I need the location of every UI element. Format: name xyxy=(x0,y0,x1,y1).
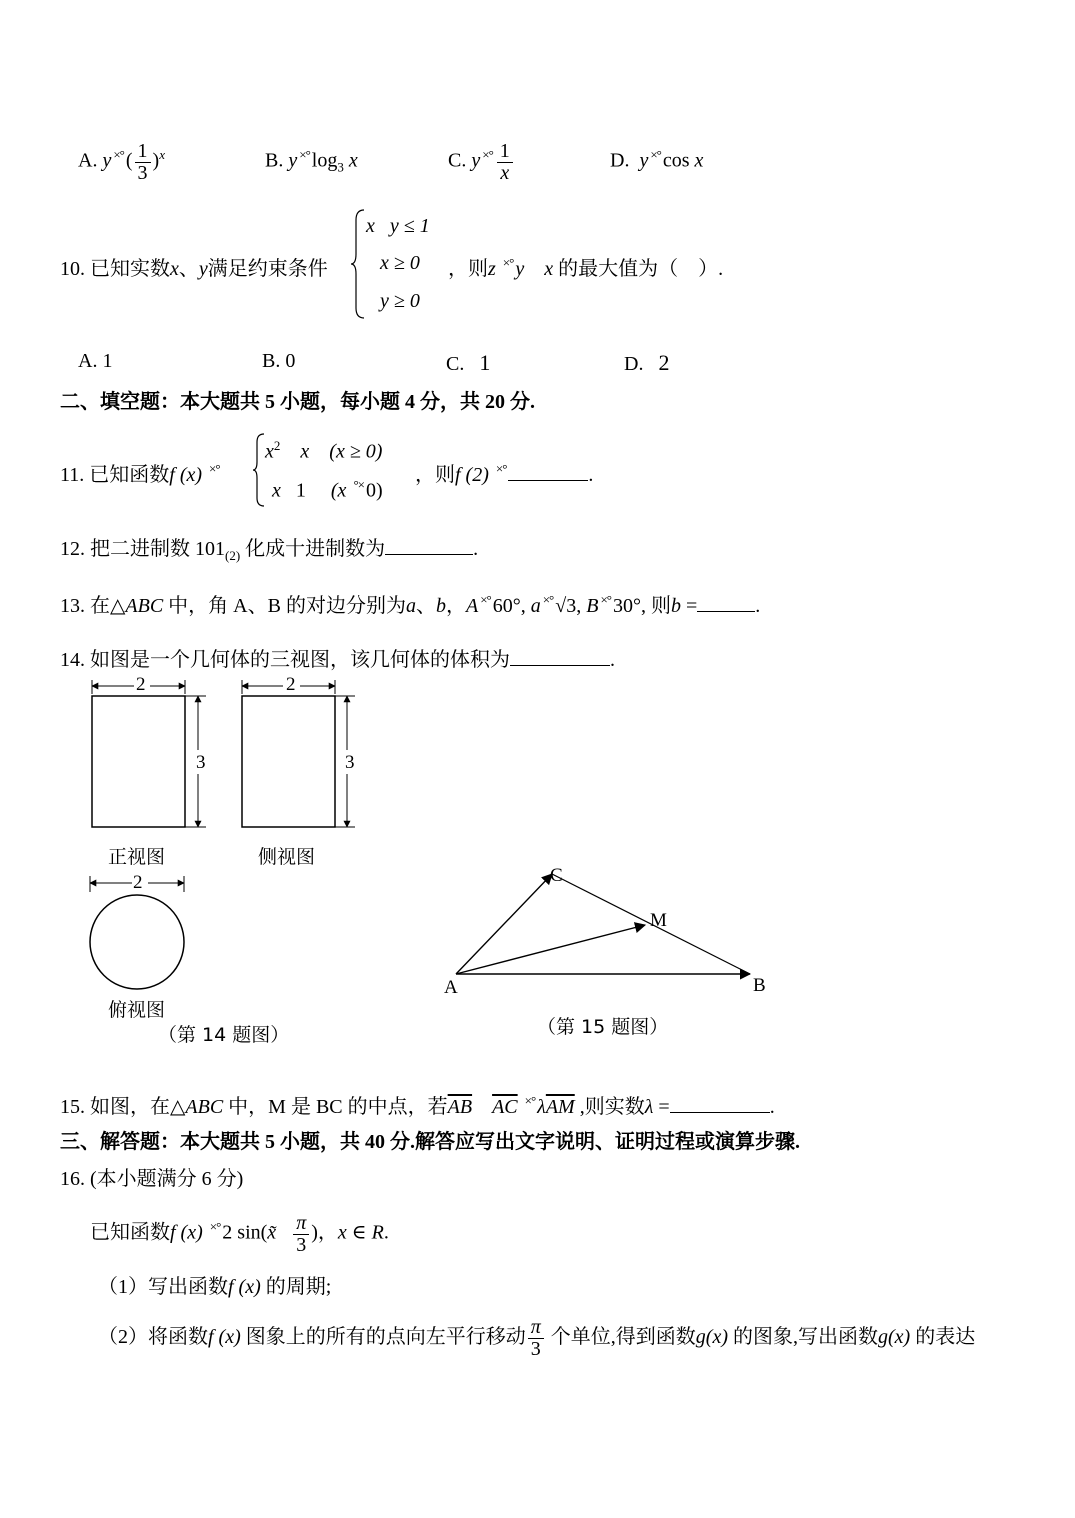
question-text: 已知函数 xyxy=(89,464,170,486)
question-number: 15. xyxy=(60,1096,85,1118)
q16-header xyxy=(60,1162,243,1191)
front-view-caption: 正视图 xyxy=(108,846,166,868)
figure-14-caption: （第 14 题图） xyxy=(158,1024,290,1046)
option-label: B. xyxy=(265,149,284,172)
front-view xyxy=(92,680,206,827)
cos-fn: cos xyxy=(662,149,690,172)
option-label: A. xyxy=(78,149,98,172)
garbled-symbol: ×° xyxy=(495,461,507,477)
constant: 1 xyxy=(295,479,306,502)
period: . xyxy=(588,464,594,486)
period: . xyxy=(473,538,479,560)
front-view-width-label: 2 xyxy=(136,674,146,695)
option-label: C. xyxy=(446,353,465,375)
equals: = xyxy=(685,595,698,617)
numerator: 1 xyxy=(135,141,151,163)
answer-blank[interactable] xyxy=(508,462,588,481)
paren: ( xyxy=(125,149,133,172)
side-view-caption: 侧视图 xyxy=(258,846,316,868)
top-view-width-label: 2 xyxy=(133,872,143,893)
constraint: y ≥ 0 xyxy=(380,290,420,312)
garbled-symbol: ×° xyxy=(482,147,493,162)
answer-blank[interactable] xyxy=(697,593,755,612)
separator: 、 xyxy=(415,595,436,617)
condition: (x ≥ 0) xyxy=(329,440,383,463)
period: . xyxy=(610,649,615,671)
q16-part-2 xyxy=(98,1310,975,1364)
math-value: 30°, xyxy=(612,595,646,617)
fraction xyxy=(528,1317,544,1360)
condition: 0) xyxy=(365,479,383,502)
fraction xyxy=(497,141,513,184)
garbled-symbol: ×° xyxy=(542,592,554,608)
side-view-height-label: 3 xyxy=(345,752,355,773)
question-number: 10. xyxy=(60,258,85,280)
separator: 、 xyxy=(178,258,199,280)
section-3-heading: 三、解答题：本大题共 5 小题，共 40 分.解答应写出文字说明、证明过程或演算步骤. xyxy=(60,1131,800,1153)
question-text: （2）将函数 xyxy=(98,1326,208,1348)
q16-function xyxy=(90,1200,389,1260)
math-fn: f (x) xyxy=(208,1326,241,1348)
garbled-symbol: ×° xyxy=(524,1093,536,1109)
q9-option-d xyxy=(610,128,703,188)
period: . xyxy=(769,1096,775,1118)
base-subscript: (2) xyxy=(225,548,241,563)
fraction xyxy=(135,141,151,184)
q11-ask xyxy=(415,458,593,487)
question-text: 如图是一个几何体的三视图，该几何体的体积为 xyxy=(90,649,510,671)
question-text: 的表达 xyxy=(915,1326,976,1348)
question-text: 的图象,写出函数 xyxy=(733,1326,878,1348)
math-fn: g(x) xyxy=(695,1326,728,1348)
question-text: 的周期; xyxy=(265,1276,332,1298)
garbled-symbol: °× xyxy=(353,477,364,492)
math-var: a xyxy=(530,595,541,617)
score-note: (本小题满分 6 分) xyxy=(90,1168,244,1190)
option-value: 2 xyxy=(658,350,670,375)
denominator: 3 xyxy=(530,1337,541,1360)
question-number: 16. xyxy=(60,1168,85,1190)
math-var: y xyxy=(102,149,112,172)
exponent: 2 xyxy=(273,438,281,453)
q10-option-b: B. 0 xyxy=(262,350,296,372)
q10-option-c xyxy=(446,350,490,376)
fraction xyxy=(293,1213,309,1256)
q11-stem xyxy=(60,458,222,487)
question-text: （1）写出函数 xyxy=(98,1276,228,1298)
question-text: 化成十进制数为 xyxy=(245,538,386,560)
lambda: λ xyxy=(644,1096,654,1118)
question-text: 图象上的所有的点向左平行移动 xyxy=(245,1326,526,1348)
front-view-height-label: 3 xyxy=(196,752,206,773)
question-text: 中，M 是 BC 的中点，若 xyxy=(228,1096,448,1118)
q10-constraint-brace xyxy=(350,208,366,320)
math-var: b xyxy=(435,595,446,617)
question-text: 的最大值为（ ）. xyxy=(558,258,724,280)
paren: ) xyxy=(152,149,160,172)
question-text: 把二进制数 101 xyxy=(90,538,225,560)
period: . xyxy=(383,1221,389,1244)
q11-piecewise-brace xyxy=(252,432,266,508)
question-text: ,则实数 xyxy=(579,1096,645,1118)
question-text: ，则 xyxy=(415,464,455,486)
math-var: y xyxy=(515,258,525,280)
math-var: x xyxy=(265,440,274,463)
q14-stem xyxy=(60,643,615,672)
point-b-label: B xyxy=(753,975,766,996)
numerator: π xyxy=(293,1213,309,1235)
math-var: b xyxy=(670,595,681,617)
math-var: z xyxy=(488,258,496,280)
q10-constraint-row-1 xyxy=(366,215,430,238)
numerator: 1 xyxy=(497,141,513,163)
math-var: x̃ xyxy=(267,1221,277,1244)
math-var: x xyxy=(337,1221,347,1244)
q9-option-a xyxy=(78,128,165,188)
question-number: 13. xyxy=(60,595,85,617)
math-var: x xyxy=(694,149,704,172)
separator: ， xyxy=(445,595,466,617)
denominator: x xyxy=(500,161,510,184)
option-value: 1 xyxy=(479,350,491,375)
question-text: 中，角 A、B 的对边分别为 xyxy=(168,595,406,617)
section-2-heading: 二、填空题：本大题共 5 小题，每小题 4 分，共 20 分. xyxy=(60,391,535,413)
numerator: π xyxy=(528,1317,544,1339)
garbled-symbol: ×° xyxy=(113,147,124,162)
question-number: 12. xyxy=(60,538,85,560)
q16-part-1 xyxy=(98,1270,331,1299)
q15-stem xyxy=(60,1090,775,1119)
vector-ac: $\overline{AC}$ xyxy=(492,1096,518,1118)
q12-stem xyxy=(60,532,478,564)
answer-blank[interactable] xyxy=(510,647,610,666)
math-fn: f (2) xyxy=(455,464,489,486)
garbled-symbol: ×° xyxy=(299,147,310,162)
garbled-symbol: ×° xyxy=(209,461,220,477)
question-text: ，则 xyxy=(448,258,488,280)
side-view-width-label: 2 xyxy=(286,674,296,695)
question-text: 已知函数 xyxy=(90,1221,170,1244)
math-var: y xyxy=(471,149,481,172)
question-text: 在△ xyxy=(90,595,126,617)
garbled-symbol: ×° xyxy=(650,147,661,162)
constraint: x ≥ 0 xyxy=(380,252,420,274)
option-label: D. xyxy=(624,353,644,375)
math-value: 60°, xyxy=(492,595,526,617)
answer-blank[interactable] xyxy=(385,536,473,555)
question-text: 则 xyxy=(650,595,671,617)
math-var: A xyxy=(465,595,479,617)
option-label: C. xyxy=(448,149,467,172)
q10-constraint-row-2 xyxy=(380,252,420,275)
point-c-label: C xyxy=(550,865,563,886)
q13-stem xyxy=(60,589,760,618)
log-fn: log xyxy=(311,149,338,172)
paren: ) xyxy=(311,1221,318,1244)
math-var: B xyxy=(586,595,599,617)
question-text: 个单位,得到函数 xyxy=(550,1326,696,1348)
math-var: x xyxy=(544,258,554,280)
garbled-symbol: ×° xyxy=(600,592,611,608)
question-number: 14. xyxy=(60,649,85,671)
math-fn: f (x) xyxy=(170,1221,203,1244)
question-text: 满足约束条件 xyxy=(207,258,328,280)
point-a-label: A xyxy=(444,977,458,998)
side-view xyxy=(242,680,355,827)
q10-stem xyxy=(60,252,328,281)
math-var: x xyxy=(348,149,358,172)
garbled-symbol: ×° xyxy=(480,592,491,608)
figure-15-caption: （第 15 题图） xyxy=(537,1016,669,1038)
option-label: D. xyxy=(610,149,630,172)
math-var: x xyxy=(300,440,310,463)
constraint: y ≤ 1 xyxy=(389,215,430,237)
math-fn: g(x) xyxy=(878,1326,911,1348)
condition: (x xyxy=(330,479,347,502)
math-var: y xyxy=(288,149,298,172)
q10-option-a: A. 1 xyxy=(78,350,113,372)
math-expr: 2 sin( xyxy=(222,1221,268,1244)
math-fn: f (x) xyxy=(169,464,203,486)
question-text: 如图，在△ xyxy=(90,1096,186,1118)
log-base: 3 xyxy=(337,159,344,175)
q10-constraint-row-3 xyxy=(380,290,420,313)
math-var: x xyxy=(272,479,281,502)
vector-ab: $\overline{AB}$ xyxy=(447,1096,473,1118)
point-m-label: M xyxy=(650,910,667,931)
math-var: y xyxy=(639,149,649,172)
math-var: a xyxy=(405,595,416,617)
q10-objective xyxy=(448,252,723,281)
math-var: y xyxy=(198,258,208,280)
garbled-symbol: ×° xyxy=(209,1219,221,1234)
triangle-name: ABC xyxy=(125,595,164,617)
math-value: √3, xyxy=(555,595,582,617)
exponent: x xyxy=(159,147,165,162)
q9-option-b xyxy=(265,128,358,195)
denominator: 3 xyxy=(296,1233,307,1256)
math-var: x xyxy=(170,258,179,280)
vector-am: $\overline{AM}$ xyxy=(545,1096,575,1118)
triangle-name: ABC xyxy=(185,1096,224,1118)
answer-blank[interactable] xyxy=(670,1094,770,1113)
question-text: 已知实数 xyxy=(90,258,170,280)
garbled-symbol: ×° xyxy=(502,255,514,271)
vector-triangle-figure xyxy=(440,862,770,997)
period: . xyxy=(755,595,761,617)
domain: ∈ R xyxy=(351,1221,384,1244)
question-number: 11. xyxy=(60,464,85,486)
q9-option-c xyxy=(448,128,515,188)
separator: ， xyxy=(317,1221,338,1244)
lambda: λ xyxy=(537,1096,546,1118)
q11-piece-1 xyxy=(265,438,382,464)
math-var: x xyxy=(366,215,375,237)
denominator: 3 xyxy=(137,161,148,184)
q10-option-d xyxy=(624,350,669,376)
equals: = xyxy=(658,1096,670,1118)
math-fn: f (x) xyxy=(228,1276,261,1298)
q11-piece-2 xyxy=(272,477,383,503)
top-view-caption: 俯视图 xyxy=(108,999,166,1021)
